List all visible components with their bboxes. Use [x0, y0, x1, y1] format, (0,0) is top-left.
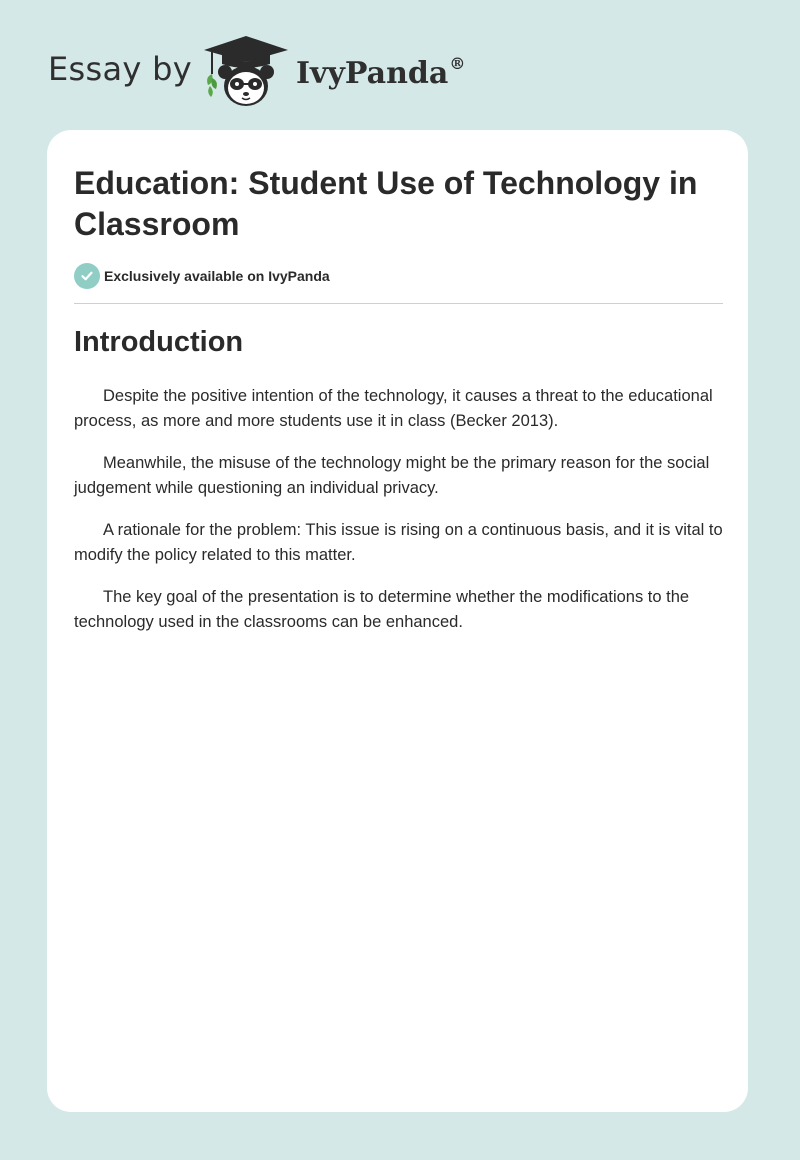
- check-icon: [74, 263, 100, 289]
- brand-name[interactable]: [296, 54, 465, 91]
- paragraph: A rationale for the problem: This issue is rising on a continuous basis, and it is vital to modify the policy related to this matter.: [74, 521, 723, 564]
- essay-card: [47, 130, 748, 1112]
- site-header: [0, 0, 800, 130]
- brand-name-text: IvyPanda: [296, 56, 449, 91]
- section-heading: Introduction: [74, 326, 244, 358]
- divider: [74, 303, 723, 304]
- paragraph: Despite the positive intention of the technology, it causes a threat to the educational process, as more and more students use it in class (Becker 2013).: [74, 387, 713, 430]
- panda-graduate-icon[interactable]: [200, 34, 292, 110]
- essay-body: [74, 384, 726, 652]
- paragraph: The key goal of the presentation is to determine whether the modifications to the technology used in the classrooms can be enhanced.: [74, 588, 690, 631]
- essay-by-label: Essay by: [48, 50, 192, 88]
- exclusive-badge-label: Exclusively available on IvyPanda: [104, 268, 330, 284]
- page-title: Education: Student Use of Technology in Classroom: [74, 165, 698, 242]
- registered-mark: ®: [449, 54, 466, 73]
- paragraph: Meanwhile, the misuse of the technology might be the primary reason for the social judgement while questioning an individual privacy.: [74, 454, 710, 497]
- exclusive-badge: [74, 263, 330, 289]
